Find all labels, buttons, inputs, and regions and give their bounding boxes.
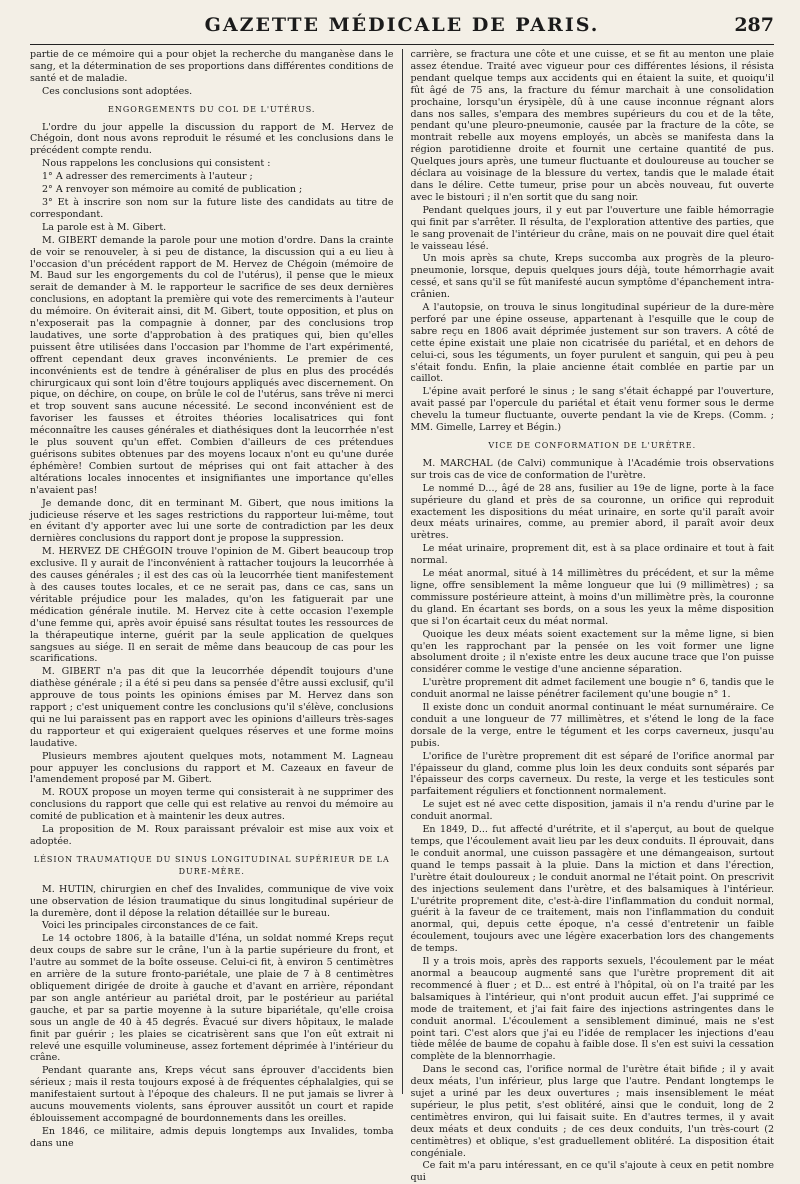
paragraph: Un mois après sa chute, Kreps succomba aux progrès de la pleuro-pneumonie, lorsque, depuis quelques jours déjà, toute hémorrhagie avait cessé, et sans qu'il se fût manifesté aucun symptôme d'épanchement intra-crânien. bbox=[410, 253, 774, 301]
section-heading: LÉSION TRAUMATIQUE DU SINUS LONGITUDINAL SUPÉRIEUR DE LA DURE-MÈRE. bbox=[33, 854, 390, 876]
paragraph: A l'autopsie, on trouva le sinus longitudinal supérieur de la dure-mère perforé par une épine osseuse, appartenant à l'esquille que le coup de sabre reçu en 1806 avait déprimée justement sur son travers. A côté de cette épine existait une plaie non cicatrisée du pariétal, et en dehors de celui-ci, sous les téguments, un foyer purulent et sanguin, qui peu à peu s'était fondu. Enfin, la plaie ancienne était comblée en partie par un caillot. bbox=[410, 302, 774, 385]
paragraph: M. HUTIN, chirurgien en chef des Invalides, communique de vive voix une observation de lésion traumatique du sinus longitudinal supérieur de la duremère, dont il dépose la relation détaillée sur le bureau. bbox=[30, 883, 394, 919]
page-number: 287 bbox=[734, 14, 774, 36]
paragraph: L'orifice de l'urètre proprement dit est séparé de l'orifice anormal par l'épaisseur du gland, comme plus loin les deux conduits sont séparés par l'épaisseur des corps caverneux. Du reste, la verge et les testicules sont parfaitement réguliers et fonctionnent normalement. bbox=[410, 750, 774, 798]
columns bbox=[30, 49, 774, 1184]
paragraph: Le sujet est né avec cette disposition, jamais il n'a rendu d'urine par le conduit anormal. bbox=[410, 799, 774, 823]
paragraph: L'épine avait perforé le sinus ; le sang s'était échappé par l'ouverture, avait passé par l'opercule du pariétal et était venu former sous le derme chevelu la tumeur fluctuante, ouverte pendant la vie de Kreps. (Comm. ; MM. Gimelle, Larrey et Bégin.) bbox=[410, 386, 774, 434]
paragraph: Il existe donc un conduit anormal continuant le méat surnuméraire. Ce conduit a une longueur de 77 millimètres, et s'étend le long de la face dorsale de la verge, entre le tégument et les corps caverneux, jusqu'au pubis. bbox=[410, 702, 774, 749]
paragraph: Quoique les deux méats soient exactement sur la même ligne, si bien qu'en les rapprochant par la pensée on les voit former une ligne absolument droite ; il n'existe entre les deux aucune trace que l'on puisse considérer comme le vestige d'une ancienne séparation. bbox=[410, 628, 774, 676]
paragraph: Pendant quarante ans, Kreps vécut sans éprouver d'accidents bien sérieux ; mais il resta toujours exposé à de fréquentes céphalalgies, qui se manifestaient surtout à l'époque des chaleurs. Il ne put jamais se livrer à aucuns mouvements violents, sans éprouver aussitôt un court et rapide éblouissement accompagné de bourdonnements dans les oreilles. bbox=[30, 1065, 394, 1124]
paragraph: L'ordre du jour appelle la discussion du rapport de M. Hervez de Chégoin, dont nous avons reproduit le résumé et les conclusions dans le précédent compte rendu. bbox=[30, 121, 394, 157]
right-column bbox=[410, 49, 775, 1184]
paragraph: 1° A adresser des remerciments à l'auteur ; bbox=[42, 171, 253, 183]
paragraph: Plusieurs membres ajoutent quelques mots, notamment M. Lagneau pour appuyer les conclusions du rapport et M. Cazeaux en faveur de l'amendement proposé par M. Gibert. bbox=[30, 750, 394, 786]
paragraph: Ces conclusions sont adoptées. bbox=[42, 85, 193, 97]
paragraph: La parole est à M. Gibert. bbox=[42, 221, 167, 233]
paragraph: Ce fait m'a paru intéressant, en ce qu'il s'ajoute à ceux en petit nombre qui bbox=[410, 1160, 774, 1184]
paragraph: Le nommé D..., âgé de 28 ans, fusilier au 19e de ligne, porte à la face supérieure du gland et près de sa couronne, un orifice qui reproduit exactement les dispositions du méat urinaire, en sorte qu'il paraît avoir deux méats urinaires, comme, au premier abord, il paraît avoir deux urètres. bbox=[410, 482, 774, 542]
section-heading: VICE DE CONFORMATION DE L'URÈTRE. bbox=[488, 441, 697, 450]
section-heading: ENGORGEMENTS DU COL DE L'UTÉRUS. bbox=[108, 104, 316, 114]
paragraph: Je demande donc, dit en terminant M. Gibert, que nous imitions la judicieuse réserve et les sages restrictions du rapporteur lui-même, tout en évitant d'y apporter avec lui une sorte de contradiction par les deux dernières conclusions du rapport dont je propose la suppression. bbox=[30, 497, 394, 545]
paragraph: En 1849, D... fut affecté d'urétrite, et il s'aperçut, au bout de quelque temps, que l'écoulement avait lieu par les deux conduits. Il éprouvait, dans le conduit anormal, une cuisson passagère et une démangeaison, surtout quand le temps passait à la pluie. Dans la miction et dans l'érection, l'urètre était douloureux ; le conduit anormal ne l'était point. On prescrivit des injections seulement dans l'urètre, et des balsamiques à l'intérieur. L'urétrite proprement dite, c'est-à-dire l'inflammation du conduit normal, guérit à la faveur de ce traitement, mais non l'inflammation du conduit anormal, qui, depuis cette époque, n'a cessé d'entretenir un faible écoulement, toujours avec une légère exacerbation lors des changements de temps. bbox=[410, 824, 774, 955]
paragraph: 3° Et à inscrire son nom sur la future liste des candidats au titre de correspondant. bbox=[30, 196, 394, 220]
paragraph: Voici les principales circonstances de ce fait. bbox=[42, 920, 259, 932]
paragraph: La proposition de M. Roux paraissant prévaloir est mise aux voix et adoptée. bbox=[30, 824, 394, 847]
paragraph: carrière, se fractura une côte et une cuisse, et se fit au menton une plaie assez étendue. Traité avec vigueur pour ces différentes lésions, il résista pendant quelque temps aux accidents qui en étaient la suite, et quoiqu'il fût âgé de 75 ans, la fracture du fémur marchait à une consolidation prochaine, lorsqu'un érysipèle, dû à une cause inconnue régnant alors dans nos salles, s'empara des membres supérieurs du cou et de la tête, pendant qu'une pleuro-pneumonie, causée par la fracture de la côte, se montrait rebelle aux moyens employés, un abcès se manifesta dans la région parotidienne droite et fournit une certaine quantité de pus. Quelques jours après, une tumeur fluctuante et douloureuse au toucher se déclara au voisinage de la blessure du vertex, tandis que le malade était dans le délire. Cette tumeur, prise pour un abcès nouveau, fut ouverte avec le bistouri ; il n'en sortit que du sang noir. bbox=[410, 49, 774, 203]
paragraph: M. ROUX propose un moyen terme qui consisterait à ne supprimer des conclusions du rapport que celle qui est relative au renvoi du mémoire au comité de publication et à maintenir les deux autres. bbox=[30, 787, 394, 823]
paragraph: M. GIBERT demande la parole pour une motion d'ordre. Dans la crainte de voir se renouveler, à si peu de distance, la discussion qui a eu lieu à l'occasion d'un précédent rapport de M. Hervez de Chégoin (mémoire de M. Baud sur les engorgements du col de l'utérus), il pense que le mieux serait de demander à M. le rapporteur le sacrifice de ses deux dernières conclusions, en adoptant la première qui vote des remerciments à l'auteur du mémoire. On éviterait ainsi, dit M. Gibert, toute opposition, et plus on n'exposerait pas la compagnie à donner, par des conclusions trop laudatives, une sorte d'approbation à des pratiques qui, bien qu'elles puissent être utilisées dans l'occasion par l'homme de l'art expérimenté, offrent cependant deux graves inconvénients. Le premier de ces inconvénients est de tendre à généraliser de plus en plus des procédés chirurgicaux qui sont loin d'être toujours appliqués avec discernement. On pique, on déchire, on coupe, on brûle le col de l'utérus, sans trêve ni merci et trop souvent sans aucune nécessité. Le second inconvénient est de favoriser les fausses et étroites théories localisatrices qui font méconnaître les causes générales et diathésiques dont la leucorrhée n'est le plus souvent qu'un effet. Combien d'ailleurs de ces prétendues guérisons subites obtenues par des moyens locaux n'ont eu qu'une durée éphémère! Combien surtout de méprises qui ont fait attacher à des altérations locales innocentes et insignifiantes une importance qu'elles n'avaient pas! bbox=[30, 234, 394, 496]
paragraph: partie de ce mémoire qui a pour objet la recherche du manganèse dans le sang, et la détermination de ses proportions dans différentes conditions de santé et de maladie. bbox=[30, 49, 394, 84]
paragraph: M. HERVEZ DE CHÉGOIN trouve l'opinion de M. Gibert beaucoup trop exclusive. Il y aurait de l'inconvénient à rattacher toujours la leucorrhée à des causes générales ; il est des cas où la leucorrhée tient manifestement à des causes toutes locales, et ce ne serait pas, dans ce cas, sans un véritable préjudice pour les malades, qu'on les fatiguerait par une médication générale inutile. M. Hervez cite à cette occasion l'exemple d'une femme qui, après avoir épuisé sans résultat toutes les ressources de la thérapeutique interne, guérit par la seule application de quelques sangsues au siége. Il en serait de même dans beaucoup de cas pour les scarifications. bbox=[30, 546, 394, 665]
paragraph: En 1846, ce militaire, admis depuis longtemps aux Invalides, tomba dans une bbox=[30, 1125, 394, 1149]
paragraph: Il y a trois mois, après des rapports sexuels, l'écoulement par le méat anormal a beaucoup augmenté sans que l'urètre proprement dit ait recommencé à fluer ; et D... est entré à l'hôpital, où on l'a traité par les balsamiques à l'intérieur, qui n'ont produit aucun effet. J'ai supprimé ce mode de traitement, et j'ai fait faire des injections astringentes dans le conduit anormal. L'écoulement a sensiblement diminué, mais ne s'est point tari. C'est alors que j'ai eu l'idée de remplacer les injections d'eau tiède mêlée de baume de copahu à faible dose. Il s'en est suivi la cessation complète de la blennorrhagie. bbox=[410, 956, 774, 1063]
paragraph: Nous rappelons les conclusions qui consistent : bbox=[42, 158, 271, 170]
column-rule bbox=[402, 49, 403, 1094]
paragraph: 2° A renvoyer son mémoire au comité de publication ; bbox=[42, 184, 303, 196]
paragraph: Pendant quelques jours, il y eut par l'ouverture une faible hémorragie qui finit par s'arrêter. Il résulta, de l'exploration attentive des parties, que le sang provenait de l'intérieur du crâne, mais on ne pouvait dire quel était le vaisseau lésé. bbox=[410, 204, 774, 252]
paragraph: M. MARCHAL (de Calvi) communique à l'Académie trois observations sur trois cas de vice de conformation de l'urètre. bbox=[410, 457, 774, 481]
page-header bbox=[30, 8, 774, 45]
paragraph: L'urètre proprement dit admet facilement une bougie n° 6, tandis que le conduit anormal ne laisse pénétrer facilement qu'une bougie n° 1. bbox=[410, 677, 774, 701]
left-column bbox=[30, 49, 394, 1149]
paragraph: Le 14 octobre 1806, à la bataille d'Iéna, un soldat nommé Kreps reçut deux coups de sabre sur le crâne, l'un à la partie supérieure du front, et l'autre au sommet de la boîte osseuse. Celui-ci fit, à environ 5 centimètres en arrière de la suture fronto-pariétale, une plaie de 7 à 8 centimètres obliquement dirigée de droite à gauche et d'avant en arrière, répondant par son angle antérieur au pariétal droit, par le postérieur au pariétal gauche, et par sa partie moyenne à la suture bipariétale, qu'elle croisa sous un angle de 40 à 45 degrés. Évacué sur divers hôpitaux, le malade finit par guérir ; les plaies se cicatrisèrent sans que l'on eût extrait ni relevé une esquille volumineuse, assez fortement déprimée à l'intérieur du crâne. bbox=[30, 933, 394, 1064]
paragraph: Dans le second cas, l'orifice normal de l'urètre était bifide ; il y avait deux méats, l'un inférieur, plus large que l'autre. Pendant longtemps le sujet a uriné par les deux ouvertures ; mais insensiblement le méat supérieur, le plus petit, s'est oblitéré, ainsi que le conduit, long de 2 centimètres environ, qui lui faisait suite. En d'autres termes, il y avait deux méats et deux conduits ; de ces deux conduits, l'un très-court (2 centimètres) et oblique, s'est graduellement oblitéré. La disposition était congéniale. bbox=[410, 1064, 774, 1159]
journal-title: GAZETTE MÉDICALE DE PARIS. bbox=[204, 14, 600, 36]
paragraph: Le méat anormal, situé à 14 millimètres du précédent, et sur la même ligne, offre sensiblement la même longueur que lui (9 millimètres) ; sa commissure postérieure atteint, à moins d'un millimètre près, la couronne du gland. En écartant ses bords, on a sous les yeux la même disposition que si l'on écartait ceux du méat normal. bbox=[410, 568, 774, 627]
paragraph: Le méat urinaire, proprement dit, est à sa place ordinaire et tout à fait normal. bbox=[410, 543, 774, 567]
paragraph: M. GIBERT n'a pas dit que la leucorrhée dépendît toujours d'une diathèse générale ; il a été si peu dans sa pensée d'être aussi exclusif, qu'il approuve de tous points les opinions émises par M. Hervez dans son rapport ; c'est uniquement contre les conclusions qu'il s'élève, conclusions qui ne lui paraissent pas en rapport avec les opinions d'ailleurs très-sages du rapporteur et qui exigeraient quelques réserves et une forme moins laudative. bbox=[30, 666, 394, 749]
